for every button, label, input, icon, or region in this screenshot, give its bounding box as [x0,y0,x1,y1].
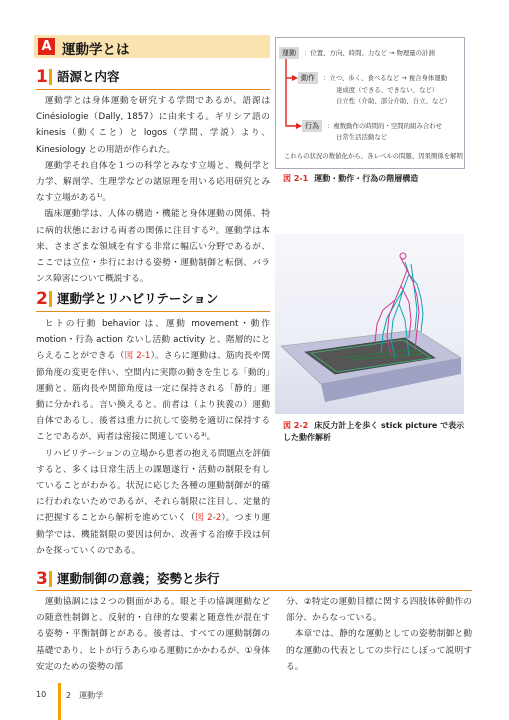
subheading-title: 語源と内容 [57,69,120,84]
figure-2-1 [275,37,465,169]
figure-title: 運動・動作・行為の階層構造 [314,174,419,183]
level-desc: ：複数動作の時間的・空間的組み合わせ [327,122,443,130]
level-desc: ：位置、方向、時間、力など → 物理量の計測 [304,49,435,57]
paragraph: 臨床運動学は、人体の構造・機能と身体運動の関係、特に病的状態における両者の関係に注目する²⁾。運動学は本来、さまざまな領域を有する非常に幅広い分野であるが、ここでは立位・歩行における姿勢・運動制御と転倒、バランス障害について概説する。 [36,209,270,285]
paragraph: 運動学とは身体運動を研究する学問であるが、語源は Cinésiologie（Dally, 1857）に由来する。ギリシア語の kinesis（動くこと）と logos（学問、学説）より、Kinesiology との用語が作られた。 [36,96,270,155]
level-desc: 自立性（介助、部分介助、自立、など） [336,97,452,105]
subheading-bar [49,571,52,587]
subheading-bar [49,69,52,85]
subheading-1 [36,68,270,86]
subheading-title: 運動学とリハビリテーション [57,291,219,306]
footer-bar [58,683,61,720]
figure-caption-2-1 [283,173,468,185]
figure-ref-2-1[interactable]: 図 2-1 [124,351,151,362]
body-text-s1 [36,93,270,287]
paragraph: 本章では、静的な運動としての姿勢制御と動的な運動の代表としての歩行にしぼって説明する。 [286,629,472,672]
divider [36,311,270,312]
level-desc: 日常生活活動など [336,133,388,141]
level-desc: ：立つ、歩く、食べるなど → 複合身体運動 [323,74,448,82]
subheading-bar [49,291,52,307]
paragraph: 運動協調には２つの側面がある。眼と手の協調運動などの随意性制御と、反射的・自律的な要素と随意性が混在する姿勢・平衡制御とがある。後者は、すべての運動制御の基礎であり、ヒトが行うあらゆる運動にかかわるが、①身体安定のための姿勢の部 [36,597,270,672]
paragraph: 運動学それ自体を１つの科学とみなす立場と、幾何学と力学、解剖学、生理学などの諸原理を用いる応用研究とみなす立場がある¹⁾。 [36,160,270,204]
level-label-koui: 行為 [302,120,322,132]
subheading-2 [36,290,270,308]
figure-footnote: これらの状況の数値化から、各レベルの問題、因果関係を解明 [284,152,463,160]
section-title: 運動学とは [62,42,130,58]
figure-caption-2-2 [283,420,468,444]
figure-2-2 [275,234,464,414]
divider [36,89,270,90]
subheading-number: 1 [36,67,48,87]
subheading-3 [36,570,270,588]
section-header [34,35,270,58]
subheading-number: 3 [36,569,48,589]
divider [36,590,472,591]
figure-number: 図 2-1 [283,174,309,183]
figure-number: 図 2-2 [283,421,309,430]
page-number: 10 [36,690,47,699]
body-text-s3-right [286,594,472,675]
section-letter: A [38,38,55,55]
stick-picture-image [275,234,464,414]
body-text-s2 [36,316,270,559]
subheading-number: 2 [36,289,48,309]
level-desc: 達成度（できる、できない、など） [336,86,439,94]
paragraph: リハビリテーションの立場から患者の抱える問題点を評価すると、多くは日常生活上の課題遂行・活動の制限を有していることがわかる。状況に応じた各種の運動制御が的確に行われないためであるが、それら制限に注目し、定量的に把握することから解析を進めていく（図 2-2）。つまり運動学では、機能制限の要因は何か、改善する治療手段は何かを探っていくのである。 [36,448,271,556]
subheading-title: 運動制御の意義；姿勢と歩行 [57,571,220,586]
body-text-s3-left [36,594,270,675]
level-label-dousa: 動作 [298,72,318,84]
figure-ref-2-2[interactable]: 図 2-2 [195,513,222,524]
figure-title: 床反力計上を歩く stick picture で表示した動作解析 [283,421,465,442]
paragraph: 分、②特定の運動目標に関する四肢体幹動作の部分、からなっている。 [286,597,472,624]
running-chapter-title: 2 運動学 [66,691,104,700]
paragraph: ヒトの行動 behavior は、運動 movement・動作 motion・行為 action ないし活動 activity と、階層的にとらえることができる（図 2-1）。さらに運動は、筋肉長や関節角度の変更を伴い、空間内に実際の動きを生じる「動的」運動と、筋肉長や関節角度は一定に保持される「静的」運動に分かれる。言い換えると、前者は（より狭義の）運動自体であるし、後者は重力に抗して姿勢を適切に保持することであるが、両者は密接に関連している³⁾。 [36,319,271,443]
level-label-undou: 運動 [279,47,299,59]
